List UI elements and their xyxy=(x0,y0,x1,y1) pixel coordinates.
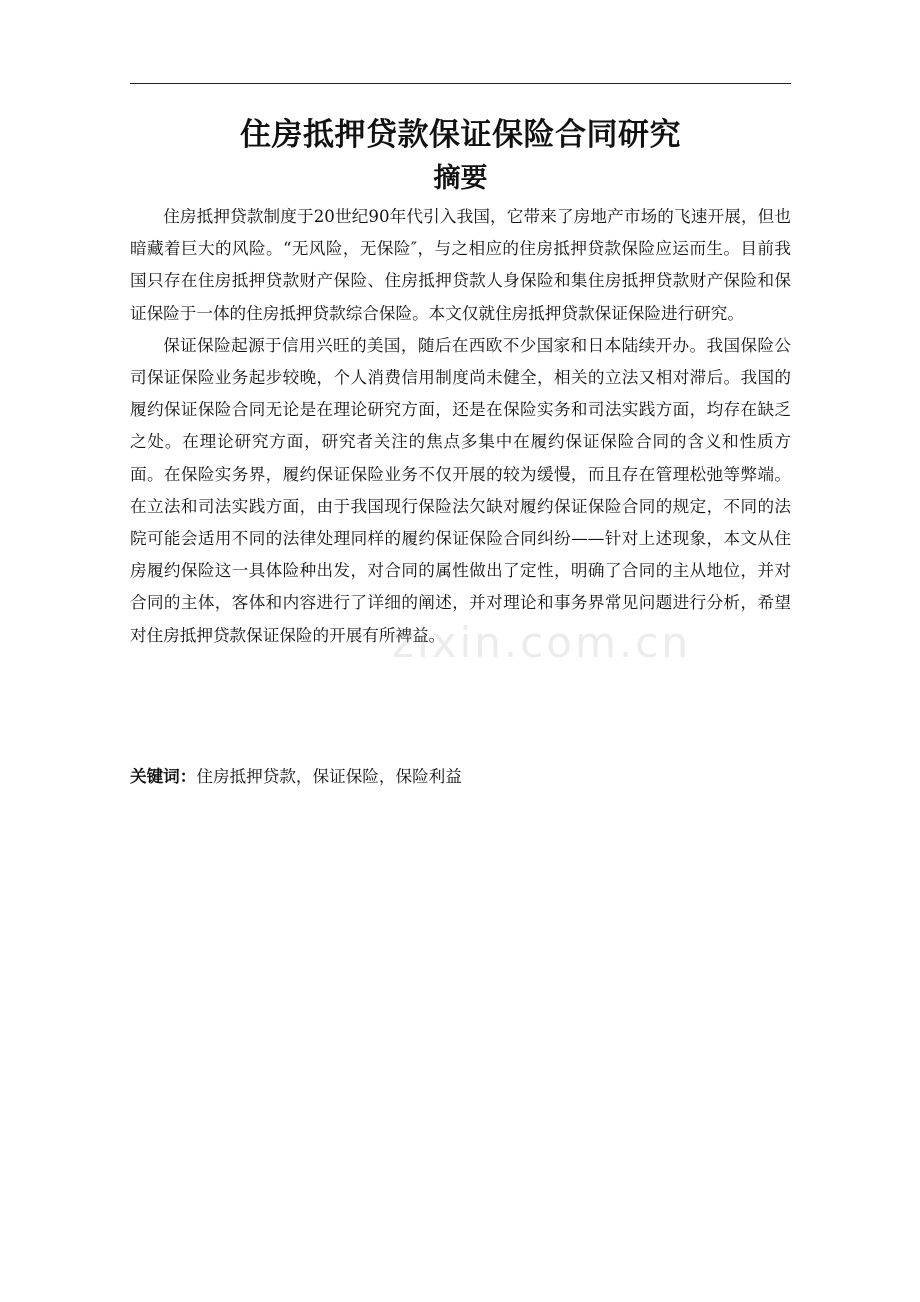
document-title: 住房抵押贷款保证保险合同研究 xyxy=(240,117,681,153)
abstract-heading: 摘要 xyxy=(433,163,488,194)
keywords-text: 住房抵押贷款，保证保险，保险利益 xyxy=(196,767,462,786)
abstract-paragraph-1: 住房抵押贷款制度于20世纪90年代引入我国，它带来了房地产市场的飞速开展，但也暗藏着巨大的风险。“无风险，无保险″，与之相应的住房抵押贷款保险应运而生。目前我国只存在住房抵押贷款财产保险、住房抵押贷款人身保险和集住房抵押贷款财产保险和保证保险于一体的住房抵押贷款综合保险。本文仅就住房抵押贷款保证保险进行研究。 xyxy=(130,207,791,323)
keywords-line xyxy=(130,764,791,790)
header-rule xyxy=(130,83,791,84)
abstract-body xyxy=(130,201,791,652)
site-watermark: zixin.com.cn xyxy=(392,618,691,667)
abstract-paragraph-2: 保证保险起源于信用兴旺的美国，随后在西欧不少国家和日本陆续开办。我国保险公司保证保险业务起步较晚，个人消费信用制度尚未健全，相关的立法又相对滞后。我国的履约保证保险合同无论是在理论研究方面，还是在保险实务和司法实践方面，均存在缺乏之处。在理论研究方面，研究者关注的焦点多集中在履约保证保险合同的含义和性质方面。在保险实务界，履约保证保险业务不仅开展的较为缓慢，而且存在管理松弛等弊端。在立法和司法实践方面，由于我国现行保险法欠缺对履约保证保险合同的规定，不同的法院可能会适用不同的法律处理同样的履约保证保险合同纠纷——针对上述现象，本文从住房履约保险这一具体险种出发，对合同的属性做出了定性，明确了合同的主从地位，并对合同的主体，客体和内容进行了详细的阐述，并对理论和事务界常见问题进行分析，希望对住房抵押贷款保证保险的开展有所裨益。 xyxy=(130,335,791,645)
keywords-label: 关键词： xyxy=(130,767,197,786)
